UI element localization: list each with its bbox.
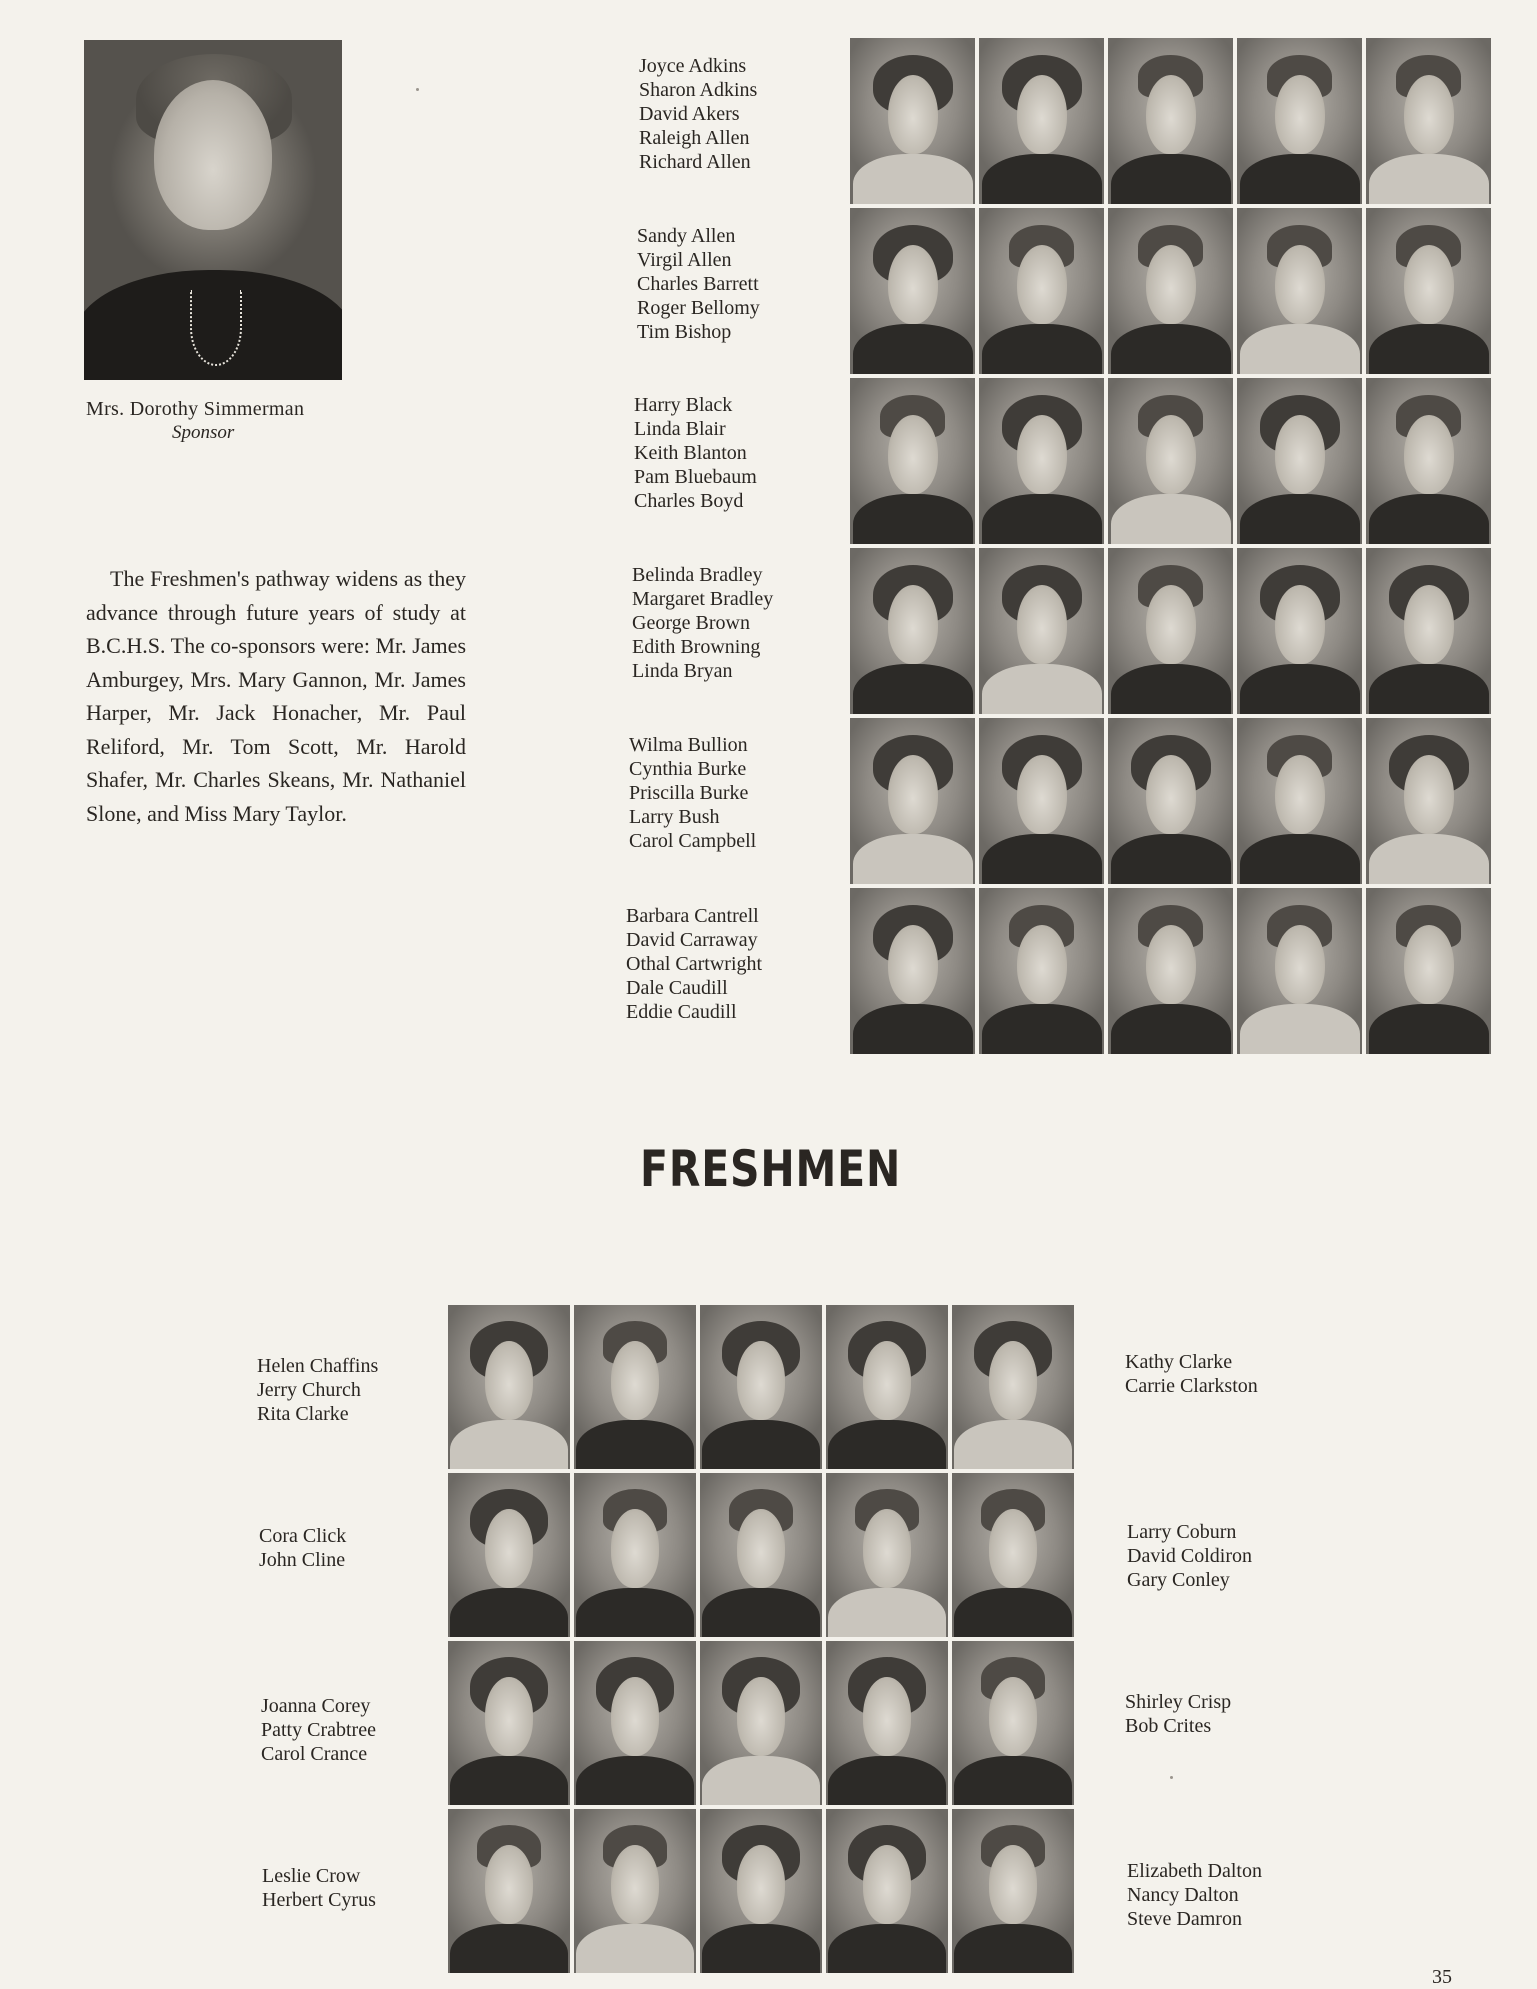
student-portrait [574, 1641, 696, 1805]
student-name: Dale Caudill [626, 977, 728, 999]
student-name: Harry Black [634, 394, 733, 416]
student-portrait [850, 38, 975, 204]
student-name: Carrie Clarkston [1125, 1375, 1258, 1397]
page-number: 35 [1432, 1966, 1452, 1988]
name-list-bottom-left-1 [257, 1354, 378, 1426]
student-name: Cynthia Burke [629, 758, 747, 780]
student-portrait [1237, 718, 1362, 884]
student-name: Steve Damron [1127, 1908, 1242, 1930]
name-list-top-5 [629, 733, 756, 853]
student-name: Rita Clarke [257, 1403, 349, 1425]
student-name: Sandy Allen [637, 225, 736, 247]
student-name: Tim Bishop [637, 321, 732, 343]
paper-speck [416, 88, 419, 91]
name-list-top-1 [639, 54, 757, 174]
name-list-bottom-left-4 [262, 1864, 376, 1912]
student-portrait [850, 718, 975, 884]
student-name: Bob Crites [1125, 1715, 1212, 1737]
student-name: Jerry Church [257, 1379, 361, 1401]
student-name: Raleigh Allen [639, 127, 750, 149]
student-portrait [1108, 888, 1233, 1054]
student-name: Barbara Cantrell [626, 905, 759, 927]
student-name: Charles Barrett [637, 273, 759, 295]
intro-paragraph: The Freshmen's pathway widens as they advance through future years of study at B.C.H.S. The co-sponsors were: Mr. James Amburgey, Mrs. Mary Gannon, Mr. James Harper, Mr. Jack Honacher, Mr. Paul Reliford, Mr. Tom Scott, Mr. Harold Shafer, Mr. Charles Skeans, Mr. Nathaniel Slone, and Miss Mary Taylor. [86, 566, 466, 826]
student-portrait [1366, 378, 1491, 544]
student-portrait [1108, 208, 1233, 374]
student-name: Margaret Bradley [632, 588, 774, 610]
student-portrait [1108, 718, 1233, 884]
student-name: Priscilla Burke [629, 782, 749, 804]
student-portrait [826, 1473, 948, 1637]
student-portrait [448, 1305, 570, 1469]
student-name: Carol Crance [261, 1743, 368, 1765]
student-name: Charles Boyd [634, 490, 744, 512]
student-portrait [700, 1809, 822, 1973]
student-portrait [1366, 548, 1491, 714]
student-portrait [448, 1809, 570, 1973]
name-list-bottom-right-2 [1127, 1520, 1252, 1592]
student-portrait [979, 208, 1104, 374]
student-portrait [1366, 888, 1491, 1054]
name-list-bottom-right-4 [1127, 1859, 1262, 1931]
student-portrait [952, 1305, 1074, 1469]
student-portrait [1108, 378, 1233, 544]
name-list-bottom-left-3 [261, 1694, 376, 1766]
student-portrait [1237, 208, 1362, 374]
student-portrait [574, 1809, 696, 1973]
student-name: Eddie Caudill [626, 1001, 737, 1023]
student-portrait [952, 1809, 1074, 1973]
student-portrait [1237, 38, 1362, 204]
student-name: George Brown [632, 612, 750, 634]
name-list-top-4 [632, 563, 773, 683]
student-portrait [574, 1473, 696, 1637]
student-portrait [448, 1641, 570, 1805]
student-name: Linda Bryan [632, 660, 733, 682]
student-portrait [979, 378, 1104, 544]
student-name: Pam Bluebaum [634, 466, 757, 488]
student-portrait [979, 38, 1104, 204]
bottom-photo-grid [448, 1305, 1074, 1973]
student-name: Othal Cartwright [626, 953, 763, 975]
student-name: Kathy Clarke [1125, 1351, 1233, 1373]
student-name: Gary Conley [1127, 1569, 1230, 1591]
name-list-top-6 [626, 904, 762, 1024]
student-portrait [1108, 548, 1233, 714]
student-name: Joanna Corey [261, 1695, 371, 1717]
student-name: Wilma Bullion [629, 734, 748, 756]
student-portrait [979, 718, 1104, 884]
student-portrait [850, 208, 975, 374]
student-name: Shirley Crisp [1125, 1691, 1232, 1713]
student-portrait [952, 1473, 1074, 1637]
student-portrait [826, 1305, 948, 1469]
student-name: Larry Bush [629, 806, 720, 828]
student-portrait [979, 548, 1104, 714]
student-portrait [448, 1473, 570, 1637]
sponsor-name: Mrs. Dorothy Simmerman [86, 398, 305, 420]
student-portrait [700, 1641, 822, 1805]
name-list-bottom-right-3 [1125, 1690, 1231, 1738]
student-portrait [952, 1641, 1074, 1805]
student-name: Nancy Dalton [1127, 1884, 1239, 1906]
student-name: Larry Coburn [1127, 1521, 1237, 1543]
student-portrait [700, 1305, 822, 1469]
student-name: Cora Click [259, 1525, 347, 1547]
student-name: Keith Blanton [634, 442, 747, 464]
student-portrait [1237, 888, 1362, 1054]
student-name: Joyce Adkins [639, 55, 747, 77]
student-portrait [1108, 38, 1233, 204]
sponsor-portrait [84, 40, 342, 380]
student-name: Carol Campbell [629, 830, 757, 852]
student-name: Linda Blair [634, 418, 726, 440]
student-portrait [850, 888, 975, 1054]
student-name: Herbert Cyrus [262, 1889, 376, 1911]
student-name: Helen Chaffins [257, 1355, 379, 1377]
student-name: David Coldiron [1127, 1545, 1252, 1567]
student-name: Sharon Adkins [639, 79, 758, 101]
student-portrait [1366, 208, 1491, 374]
student-name: Edith Browning [632, 636, 761, 658]
student-portrait [1237, 548, 1362, 714]
student-name: David Akers [639, 103, 740, 125]
student-name: John Cline [259, 1549, 346, 1571]
student-portrait [826, 1641, 948, 1805]
student-portrait [700, 1473, 822, 1637]
section-title: FRESHMEN [640, 1140, 902, 1198]
student-name: Richard Allen [639, 151, 751, 173]
student-portrait [850, 378, 975, 544]
student-portrait [574, 1305, 696, 1469]
student-name: Leslie Crow [262, 1865, 361, 1887]
student-name: David Carraway [626, 929, 758, 951]
student-portrait [1237, 378, 1362, 544]
name-list-top-3 [634, 393, 757, 513]
student-name: Elizabeth Dalton [1127, 1860, 1262, 1882]
name-list-bottom-right-1 [1125, 1350, 1258, 1398]
student-portrait [1366, 38, 1491, 204]
name-list-bottom-left-2 [259, 1524, 346, 1572]
student-portrait [979, 888, 1104, 1054]
student-portrait [850, 548, 975, 714]
student-name: Roger Bellomy [637, 297, 760, 319]
sponsor-role: Sponsor [172, 422, 235, 443]
top-photo-grid [850, 38, 1491, 1054]
name-list-top-2 [637, 224, 760, 344]
paper-speck [1170, 1776, 1173, 1779]
student-portrait [826, 1809, 948, 1973]
student-name: Patty Crabtree [261, 1719, 376, 1741]
student-portrait [1366, 718, 1491, 884]
student-name: Belinda Bradley [632, 564, 763, 586]
student-name: Virgil Allen [637, 249, 732, 271]
